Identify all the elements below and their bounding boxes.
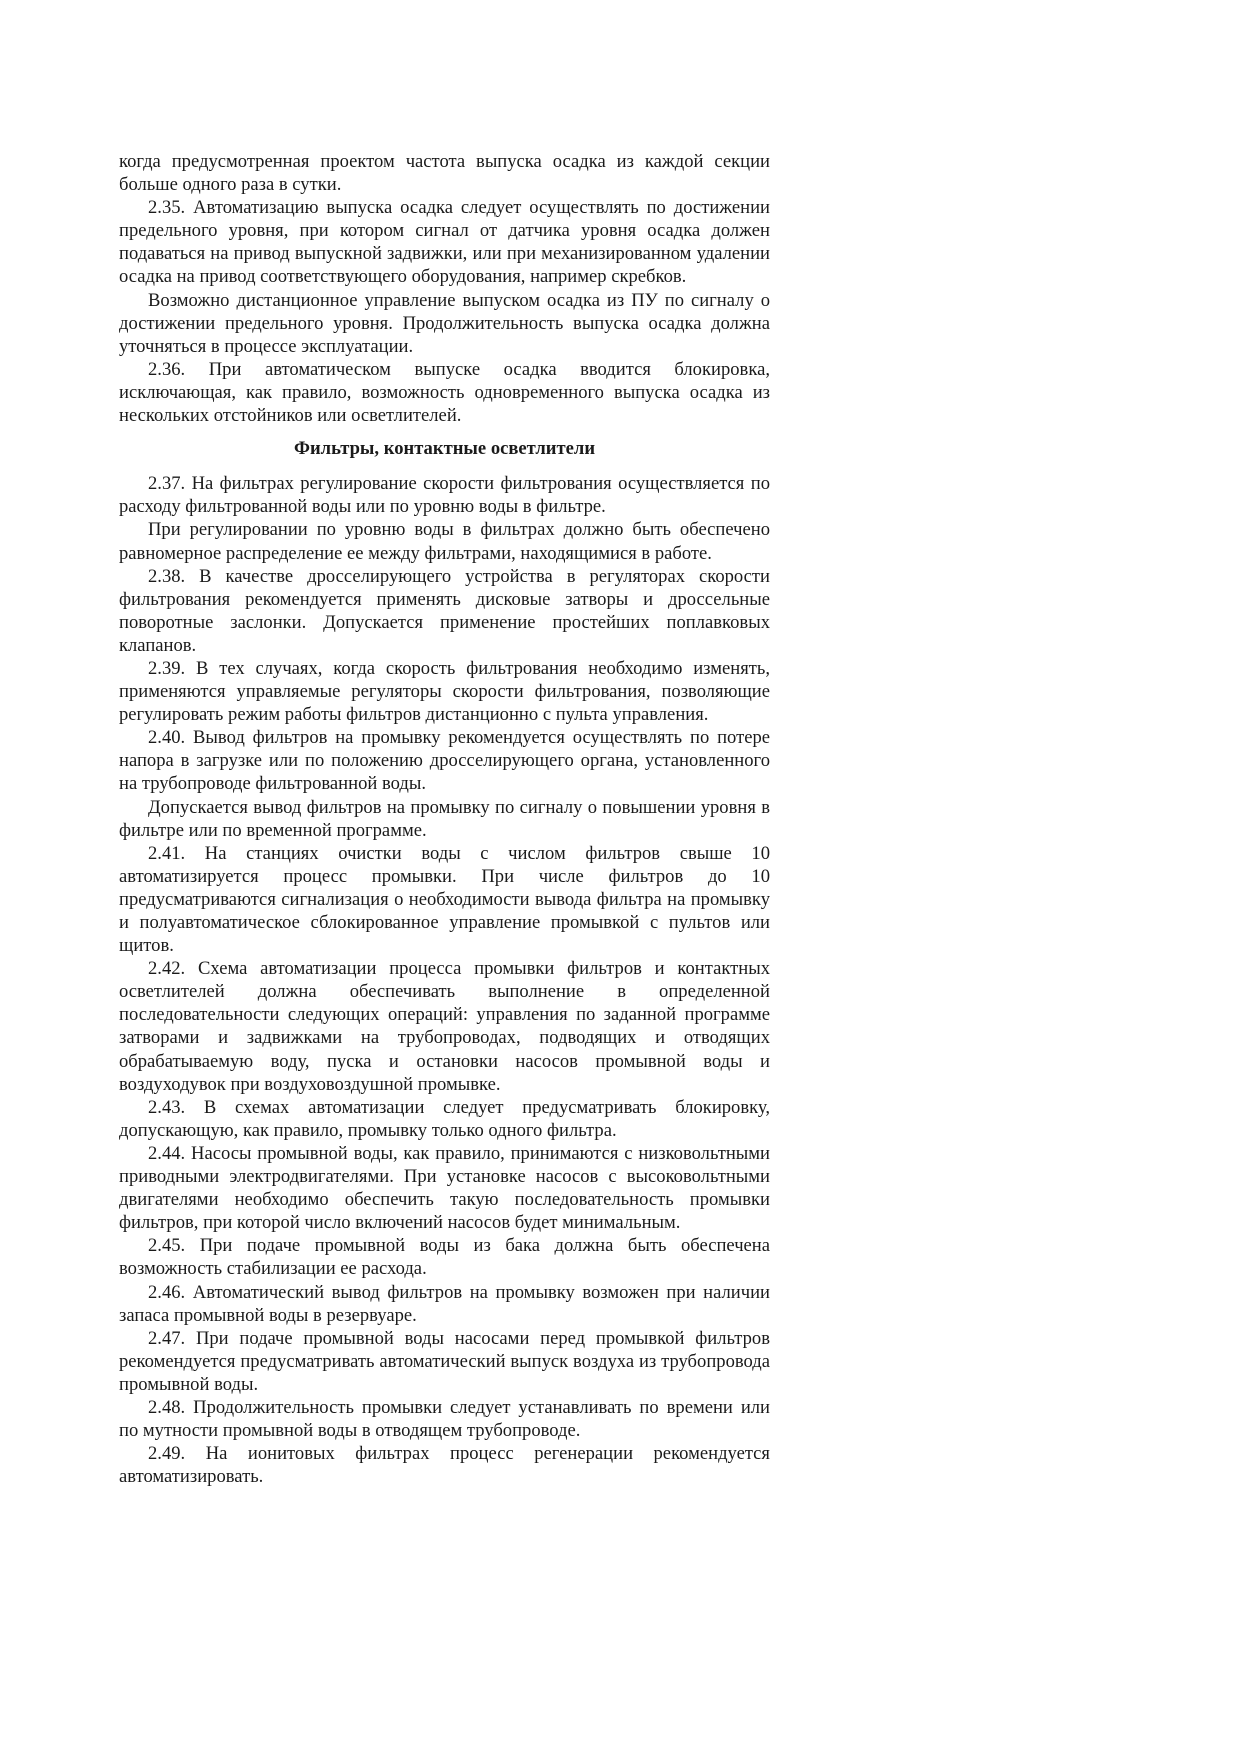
- paragraph-2-43: 2.43. В схемах автоматизации следует предусматривать блокировку, допускающую, как правило, промывку только одного фильтра.: [119, 1096, 770, 1141]
- paragraph-2-39: 2.39. В тех случаях, когда скорость фильтрования необходимо изменять, применяются управляемые регуляторы скорости фильтрования, позволяющие регулировать режим работы фильтров дистанционно с пульта управления.: [119, 657, 770, 726]
- paragraph-2-41: 2.41. На станциях очистки воды с числом фильтров свыше 10 автоматизируется процесс промывки. При числе фильтров до 10 предусматриваются сигнализация о необходимости вывода фильтра на промывку и полуавтоматическое сблокированное управление промывкой с пультов или щитов.: [119, 842, 770, 957]
- paragraph-2-48: 2.48. Продолжительность промывки следует устанавливать по времени или по мутности промывной воды в отводящем трубопроводе.: [119, 1396, 770, 1442]
- paragraph-2-35-remote-control: Возможно дистанционное управление выпуском осадка из ПУ по сигналу о достижении предельного уровня. Продолжительность выпуска осадка должна уточняться в процессе эксплуатации.: [119, 289, 770, 357]
- paragraph-2-35: 2.35. Автоматизацию выпуска осадка следует осуществлять по достижении предельного уровня, при котором сигнал от датчика уровня осадка должен подаваться на привод выпускной задвижки, или при механизированном удалении осадка на привод соответствующего оборудования, например скребков.: [119, 197, 770, 288]
- paragraph-2-44: 2.44. Насосы промывной воды, как правило, принимаются с низковольтными приводными электродвигателями. При установке насосов с высоковольтными двигателями необходимо обеспечить такую последовательность промывки фильтров, при которой число включений насосов будет минимальным.: [119, 1142, 770, 1234]
- paragraph-2-45: 2.45. При подаче промывной воды из бака должна быть обеспечена возможность стабилизации ее расхода.: [119, 1235, 770, 1280]
- document-page: [119, 150, 770, 1488]
- paragraph-2-40: 2.40. Вывод фильтров на промывку рекомендуется осуществлять по потере напора в загрузке или по положению дросселирующего органа, установленного на трубопроводе фильтрованной воды.: [119, 727, 770, 795]
- paragraph-2-36: 2.36. При автоматическом выпуске осадка вводится блокировка, исключающая, как правило, возможность одновременного выпуска осадка из нескольких отстойников или осветлителей.: [119, 358, 770, 427]
- paragraph-2-37: 2.37. На фильтрах регулирование скорости фильтрования осуществляется по расходу фильтрованной воды или по уровню воды в фильтре.: [119, 473, 770, 518]
- paragraph-2-47: 2.47. При подаче промывной воды насосами перед промывкой фильтров рекомендуется предусматривать автоматический выпуск воздуха из трубопровода промывной воды.: [119, 1327, 770, 1395]
- paragraph-2-49: 2.49. На ионитовых фильтрах процесс регенерации рекомендуется автоматизировать.: [119, 1443, 770, 1488]
- paragraph-2-38: 2.38. В качестве дросселирующего устройства в регуляторах скорости фильтрования рекомендуется применять дисковые затворы и дроссельные поворотные заслонки. Допускается применение простейших поплавковых клапанов.: [119, 565, 770, 656]
- paragraph-2-40-signal: Допускается вывод фильтров на промывку по сигналу о повышении уровня в фильтре или по временной программе.: [119, 796, 770, 841]
- paragraph-2-37-level-regulation: При регулировании по уровню воды в фильтрах должно быть обеспечено равномерное распределение ее между фильтрами, находящимися в работе.: [119, 519, 770, 564]
- paragraph-2-42: 2.42. Схема автоматизации процесса промывки фильтров и контактных осветлителей должна обеспечивать выполнение в определенной последовательности следующих операций: управления по заданной программе затворами и задвижками на трубопроводах, подводящих и отводящих обрабатываемую воду, пуска и остановки насосов промывной воды и воздуходувок при воздуховоздушной промывке.: [119, 958, 770, 1095]
- section-heading: Фильтры, контактные осветлители: [293, 438, 596, 460]
- paragraph-continuation: когда предусмотренная проектом частота выпуска осадка из каждой секции больше одного раза в сутки.: [119, 151, 770, 196]
- paragraph-2-46: 2.46. Автоматический вывод фильтров на промывку возможен при наличии запаса промывной воды в резервуаре.: [119, 1281, 770, 1326]
